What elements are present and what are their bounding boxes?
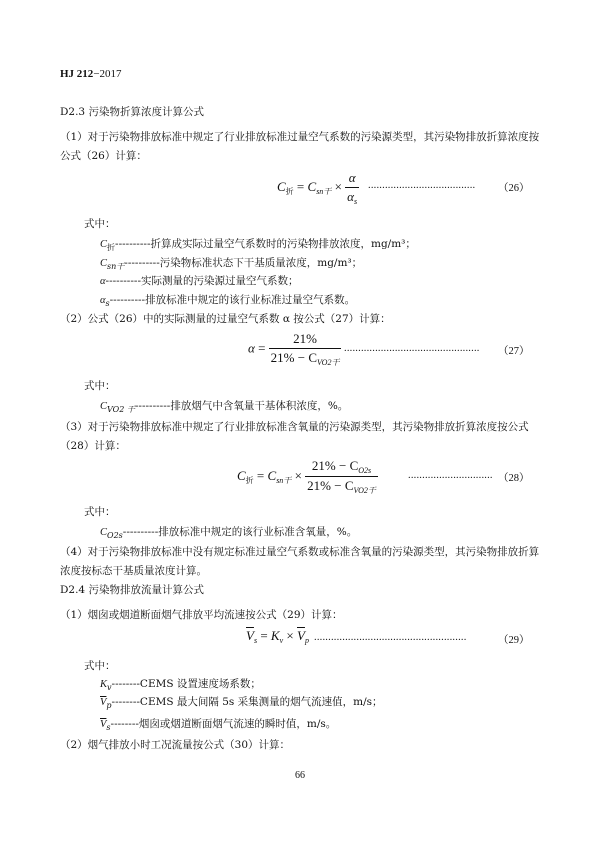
eq26-leader-dots: ...................................... — [368, 180, 476, 191]
equation-26: $C_折 = C_{sn干}$ × $\frac{\alpha}{\alpha_s}$ — [277, 170, 358, 206]
page-number: 66 — [295, 770, 305, 781]
eq28-number: （28） — [498, 473, 530, 484]
definition-alpha-s: $\alpha_s----------$排放标准中规定的该行业标准过量空气系数。 — [100, 294, 356, 308]
eq28-c-sn: $C_{sn干}$ — [267, 467, 292, 485]
standard-code: HJ 212 — [60, 68, 94, 80]
eq27-fraction: $\frac{21\%}{21\% - C_{VO2干}}$ — [270, 331, 340, 367]
where-label-4: 式中： — [84, 660, 116, 672]
definition-vp: $\overline{V}_p-------$-CEMS 最大间隔 5s 采集测量的烟气流速值，m/s； — [100, 696, 383, 710]
definition-c-zhe: $C_折----------$折算成实际过量空气系数时的污染物排放浓度，mg/m³； — [100, 238, 416, 252]
eq28-fraction: $\frac{21\% - C_{O2s}}{21\% - C_{VO2干}}$ — [307, 458, 376, 495]
paragraph-6: （2）烟气排放小时工况流量按公式（30）计算： — [60, 739, 291, 751]
definition-c-vo2: $C_{VO2 干}----------$排放烟气中含氧量干基体积浓度，%。 — [100, 400, 349, 414]
definition-alpha: α----------实际测量的污染源过量空气系数； — [100, 275, 299, 287]
eq26-fraction: $\frac{\alpha}{\alpha_s}$ — [347, 170, 358, 206]
definition-c-sn: $C_{sn干}----------$污染物标准状态下干基质量浓度，mg/m³； — [100, 257, 363, 271]
equation-29: $\overline{V}_s = K_v \times \overline{V}_p$ — [246, 628, 309, 645]
where-label-2: 式中： — [84, 380, 116, 392]
definition-vs: $\overline{V}_s--------$烟囱或烟道断面烟气流速的瞬时值，m/s。 — [100, 718, 337, 732]
paragraph-3: （3）对于污染物排放标准中规定了行业排放标准含氧量的污染源类型，其污染物排放折算浓度按公式（28）计算： — [60, 421, 529, 452]
definition-kv: $K_v-------$-CEMS 设置速度场系数； — [100, 678, 261, 692]
eq29-number: （29） — [498, 635, 530, 646]
eq26-lhs: $C_折$ — [277, 178, 294, 196]
where-label-1: 式中： — [84, 218, 116, 230]
paragraph-2: （2）公式（26）中的实际测量的过量空气系数 α 按公式（27）计算： — [60, 313, 391, 325]
eq26-number: （26） — [498, 183, 530, 194]
paragraph-1: （1）对于污染物排放标准中规定了行业排放标准过量空气系数的污染源类型，其污染物排放折算浓度按公式（26）计算： — [60, 131, 540, 162]
eq26-c-sn: $C_{sn干}$ — [307, 178, 332, 196]
equation-27: α = $\frac{21\%}{21\% - C_{VO2干}}$ — [248, 331, 340, 367]
paragraph-4: （4）对于污染物排放标准中没有规定标准过量空气系数或标准含氧量的污染源类型，其污染物排放折算浓度按标态干基质量浓度计算。 — [60, 546, 540, 577]
section-d24-title: D2.4 污染物排放流量计算公式 — [60, 584, 204, 596]
section-d23-title: D2.3 污染物折算浓度计算公式 — [60, 106, 204, 118]
document-header — [60, 68, 122, 80]
eq27-number: （27） — [498, 346, 530, 357]
where-label-3: 式中： — [84, 506, 116, 518]
standard-year: −2017 — [93, 68, 122, 80]
eq28-lhs: $C_折$ — [237, 467, 254, 485]
definition-c-o2s: $C_{O2s}----------$排放标准中规定的该行业标准含氧量，%。 — [100, 526, 358, 540]
equation-28: $C_折 = C_{sn干}$ × $\frac{21\% - C_{O2s}}{21\% - C_{VO2干}}$ — [237, 458, 376, 495]
paragraph-5: （1）烟囱或烟道断面烟气排放平均流速按公式（29）计算： — [60, 609, 343, 621]
eq27-leader-dots: ................................................ — [344, 343, 480, 354]
eq28-leader-dots: .............................. — [408, 470, 493, 481]
eq29-leader-dots: ...................................................... — [314, 632, 467, 643]
